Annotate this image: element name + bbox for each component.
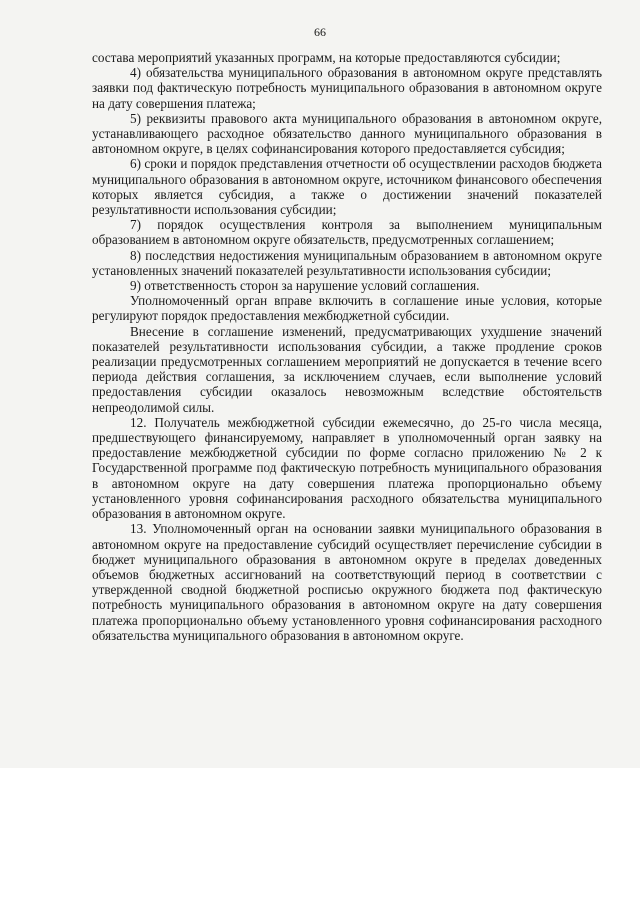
paragraph-clause-13: 13. Уполномоченный орган на основании заявки муниципального образования в автономном округе на предоставление субсидий осуществляет перечисление субсидии в бюджет муниципального образования в автономном округе в пределах доведенных объемов бюджетных ассигнований на соответствующий период в соответствии с утвержденной сводной бюджетной росписью окружного бюджета под фактическую потребность муниципального образования в автономном округе на дату совершения платежа пропорционально объему установленного уровня софинансирования расходного обязательства муниципального образования в автономном округе. <box>92 521 602 643</box>
paragraph-clause-12: 12. Получатель межбюджетной субсидии ежемесячно, до 25-го числа месяца, предшествующего финансируемому, направляет в уполномоченный орган заявку на предоставление межбюджетной субсидии по форме согласно приложению № 2 к Государственной программе под фактическую потребность муниципального образования в автономном округе на дату совершения платежа пропорционально объему установленного уровня софинансирования расходного обязательства муниципального образования в автономном округе. <box>92 414 602 522</box>
paragraph-item-9: 9) ответственность сторон за нарушение условий соглашения. <box>130 278 480 294</box>
paragraph-item-8: 8) последствия недостижения муниципальным образованием в автономном округе установленных значений показателей результативности использования субсидии; <box>92 247 602 278</box>
paragraph-item-4: 4) обязательства муниципального образования в автономном округе представлять заявки под фактическую потребность муниципального образования в автономном округе на дату совершения платежа; <box>92 65 602 111</box>
document-body <box>92 50 602 643</box>
paragraph-item-5: 5) реквизиты правового акта муниципального образования в автономном округе, устанавливающего расходное обязательство данного муниципального образования в автономном округе, в целях софинансирования которого предоставляется субсидия; <box>92 110 602 157</box>
paragraph-other-conditions: Уполномоченный орган вправе включить в соглашение иные условия, которые регулируют порядок предоставления межбюджетной субсидии. <box>92 293 602 324</box>
page-number: 66 <box>314 25 326 39</box>
paragraph-item-6: 6) сроки и порядок представления отчетности об осуществлении расходов бюджета муниципального образования в автономном округе, источником финансового обеспечения которых является субсидия, а также о достижении значений показателей результативности использования субсидии; <box>92 156 602 218</box>
paragraph-item-7: 7) порядок осуществления контроля за выполнением муниципальным образованием в автономном округе обязательств, предусмотренных соглашением; <box>92 217 602 248</box>
paragraph-amendments: Внесение в соглашение изменений, предусматривающих ухудшение значений показателей результативности использования субсидии, а также продление сроков реализации предусмотренных соглашением мероприятий не допускается в течение всего периода действия соглашения, за исключением случаев, если выполнение условий предоставления субсидии оказалось невозможным вследствие обстоятельств непреодолимой силы. <box>92 323 602 415</box>
paragraph-continuation: состава мероприятий указанных программ, на которые предоставляются субсидии; <box>92 50 561 65</box>
